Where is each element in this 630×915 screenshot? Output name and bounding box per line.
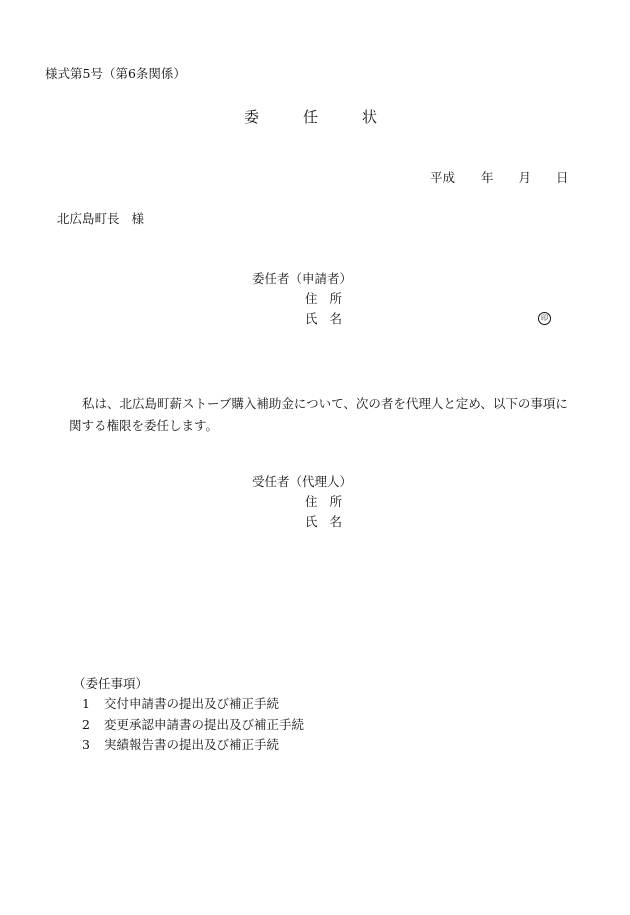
delegator-name-label: 氏 名 — [305, 311, 343, 326]
form-number: 様式第5号（第6条関係） — [45, 66, 186, 81]
delegator-label: 委任者（申請者） — [252, 271, 353, 286]
date-year: 年 — [481, 170, 494, 185]
list-item: 3 実績報告書の提出及び補正手続 — [82, 737, 280, 752]
matters-list — [82, 698, 304, 760]
seal-mark: 印 — [538, 312, 551, 325]
list-item: 2 変更承認申請書の提出及び補正手続 — [82, 716, 305, 732]
title-char-2: 任 — [303, 108, 319, 126]
title-char-3: 状 — [362, 108, 378, 126]
delegate-name-label: 氏 名 — [305, 514, 343, 529]
addressee-honorific: 様 — [131, 211, 145, 226]
delegate-label: 受任者（代理人） — [252, 474, 353, 489]
document-title — [244, 110, 377, 125]
delegator-address-label: 住 所 — [305, 291, 343, 306]
date-month: 月 — [518, 170, 532, 185]
list-item: 1 交付申請書の提出及び補正手続 — [82, 696, 280, 711]
matters-heading: （委任事項） — [73, 676, 149, 691]
title-char-1: 委 — [244, 108, 260, 126]
addressee — [57, 213, 144, 226]
date-line — [430, 172, 569, 185]
delegate-address-label: 住 所 — [305, 494, 343, 509]
delegation-statement: 私は、北広島町薪ストーブ購入補助金について、次の者を代理人と定め、以下の事項に関する権限を委任します。 — [69, 396, 568, 433]
addressee-name: 北広島町長 — [57, 211, 120, 226]
date-era: 平成 — [430, 170, 456, 185]
date-day: 日 — [556, 170, 569, 185]
